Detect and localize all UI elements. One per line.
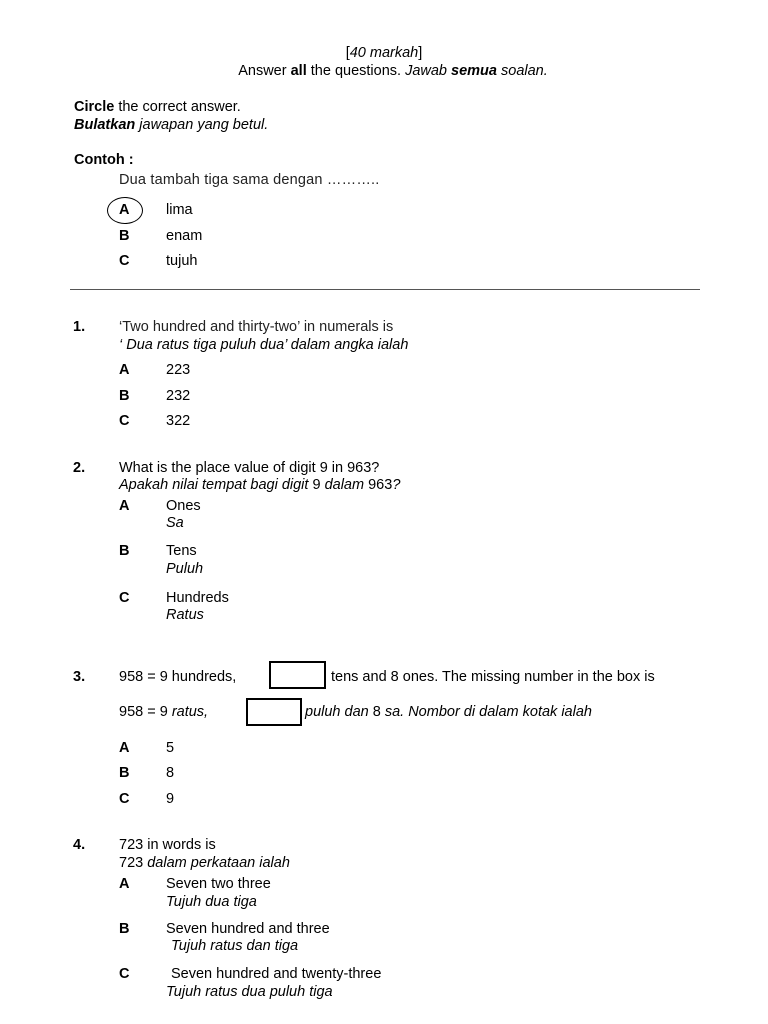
option-text: 5 <box>166 740 175 756</box>
question-text-ms: Apakah nilai tempat bagi digit 9 dalam 963? <box>119 477 401 493</box>
option-text-en: Ones <box>166 498 201 514</box>
option-text: 232 <box>166 388 191 404</box>
example-option-letter: A <box>119 202 130 218</box>
question-text-ms-right: puluh dan 8 sa. Nombor di dalam kotak ialah <box>305 704 592 720</box>
option-letter: C <box>119 966 130 982</box>
option-text-ms: Puluh <box>166 561 204 577</box>
option-text-en: Seven hundred and three <box>166 921 330 937</box>
option-text-ms: Tujuh ratus dua puluh tiga <box>166 984 333 1000</box>
example-question: Dua tambah tiga sama dengan ……….. <box>119 172 380 188</box>
option-text-en: Tens <box>166 543 197 559</box>
option-letter: B <box>119 388 130 404</box>
option-letter: C <box>119 791 130 807</box>
option-letter: B <box>119 543 130 559</box>
option-text-ms: Tujuh dua tiga <box>166 894 257 910</box>
question-number: 2. <box>73 460 86 476</box>
option-text-en: Seven hundred and twenty-three <box>171 966 382 982</box>
option-text-ms: Sa <box>166 515 184 531</box>
question-number: 3. <box>73 669 86 685</box>
question-text-ms-left: 958 = 9 ratus, <box>119 704 209 720</box>
question-text-en-right: tens and 8 ones. The missing number in the box is <box>331 669 655 685</box>
option-letter: B <box>119 765 130 781</box>
question-text-ms: 723 dalam perkataan ialah <box>119 855 290 871</box>
option-letter: A <box>119 362 130 378</box>
option-letter: A <box>119 498 130 514</box>
option-text: 8 <box>166 765 175 781</box>
question-text-en: What is the place value of digit 9 in 963? <box>119 460 380 476</box>
answer-box <box>246 698 302 726</box>
divider <box>70 289 700 290</box>
option-letter: C <box>119 413 130 429</box>
option-letter: A <box>119 876 130 892</box>
example-option-letter: B <box>119 228 130 244</box>
marks-label: [40 markah] <box>345 45 423 61</box>
example-option-text: lima <box>166 202 193 218</box>
option-text: 9 <box>166 791 175 807</box>
example-option-text: tujuh <box>166 253 198 269</box>
option-letter: C <box>119 590 130 606</box>
option-letter: B <box>119 921 130 937</box>
question-text-en: 723 in words is <box>119 837 216 853</box>
option-text-en: Hundreds <box>166 590 229 606</box>
question-text-en-left: 958 = 9 hundreds, <box>119 669 237 685</box>
example-option-letter: C <box>119 253 130 269</box>
option-text: 223 <box>166 362 191 378</box>
example-option-text: enam <box>166 228 203 244</box>
circle-instruction: Circle the correct answer. <box>74 99 241 115</box>
option-text: 322 <box>166 413 191 429</box>
option-text-ms: Ratus <box>166 607 204 623</box>
example-label: Contoh : <box>74 152 134 168</box>
option-letter: A <box>119 740 130 756</box>
question-text-ms: ‘ Dua ratus tiga puluh dua’ dalam angka ialah <box>119 337 409 353</box>
bulatkan-instruction: Bulatkan jawapan yang betul. <box>74 117 269 133</box>
option-text-ms: Tujuh ratus dan tiga <box>171 938 299 954</box>
question-text-en: ‘Two hundred and thirty-two’ in numerals is <box>119 319 394 335</box>
question-number: 4. <box>73 837 86 853</box>
option-text-en: Seven two three <box>166 876 271 892</box>
question-number: 1. <box>73 319 86 335</box>
answer-box <box>269 661 326 689</box>
answer-all-instruction: Answer all the questions. Jawab semua soalan. <box>238 63 548 79</box>
